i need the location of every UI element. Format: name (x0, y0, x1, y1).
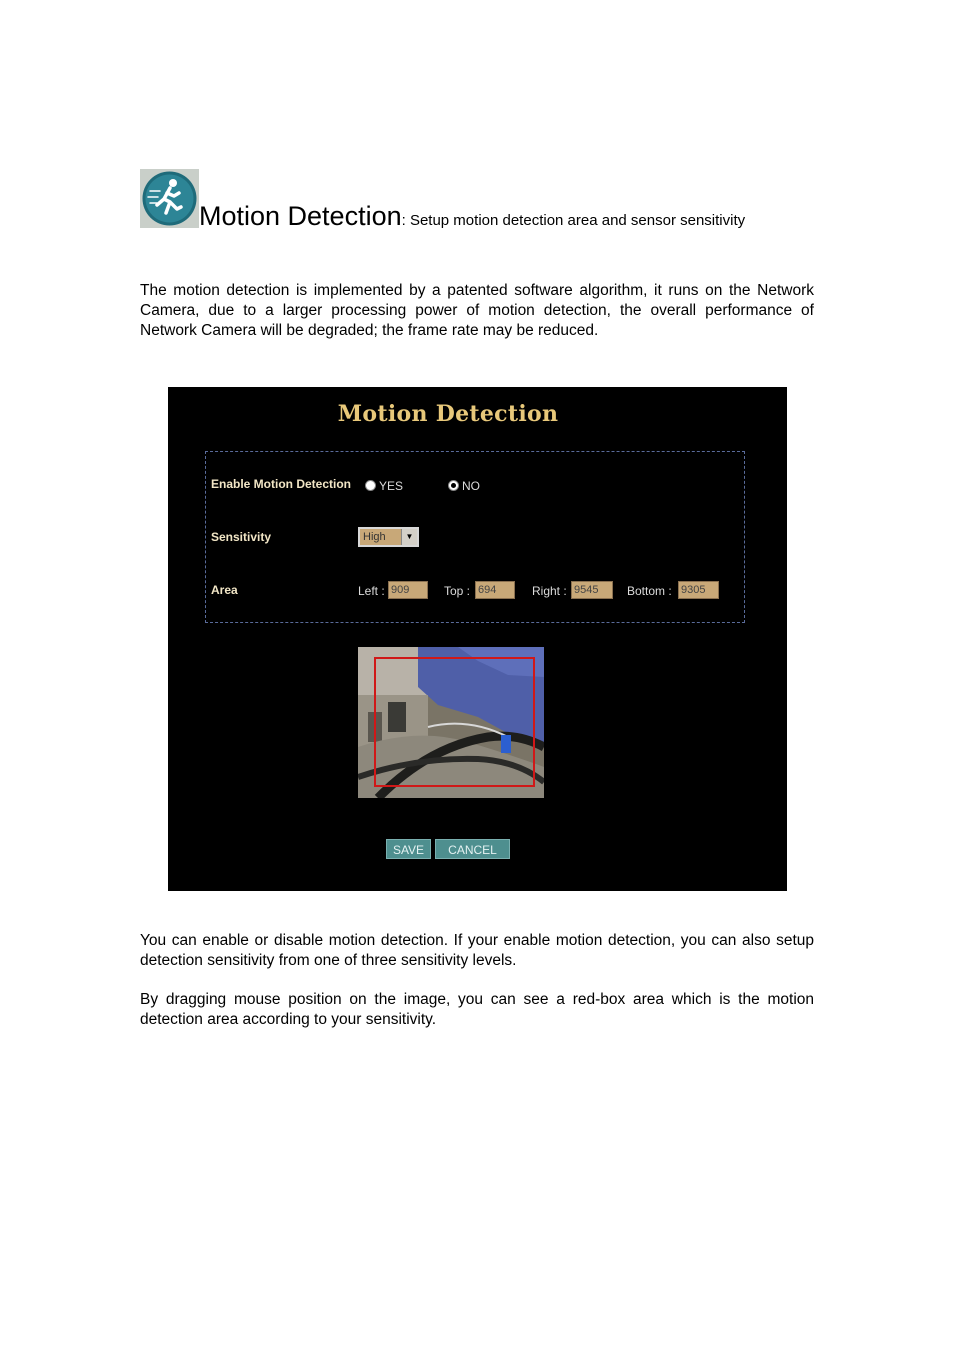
no-radio[interactable] (448, 480, 459, 491)
top-label: Top : (444, 584, 471, 598)
section-heading (140, 169, 840, 231)
left-label: Left : (358, 584, 385, 598)
enable-motion-label: Enable Motion Detection (211, 477, 352, 491)
yes-label: YES (379, 479, 404, 493)
sensitivity-label: Sensitivity (211, 530, 272, 544)
right-input[interactable]: 9545 (571, 581, 613, 599)
heading-title-text: Motion Detection (199, 201, 402, 231)
yes-radio[interactable] (365, 480, 376, 491)
sensitivity-select[interactable] (358, 527, 419, 547)
no-label: NO (462, 479, 480, 493)
motion-detection-screenshot (168, 387, 787, 891)
camera-preview[interactable] (358, 647, 544, 798)
bottom-input[interactable]: 9305 (678, 581, 719, 599)
panel-title: Motion Detection (337, 401, 559, 427)
save-button[interactable]: SAVE (386, 839, 431, 859)
right-label: Right : (532, 584, 567, 598)
area-label: Area (211, 583, 238, 597)
top-input[interactable]: 694 (475, 581, 515, 599)
sensitivity-value: High (363, 531, 386, 543)
chevron-down-icon[interactable]: ▼ (401, 529, 417, 545)
intro-paragraph: The motion detection is implemented by a patented software algorithm, it runs on the Network Camera, due to a larger processing power of motion detection, the overall performance of Network Camera will be degraded; the frame rate may be reduced. (140, 282, 814, 339)
cancel-button[interactable]: CANCEL (435, 839, 510, 859)
running-man-icon (140, 169, 199, 228)
heading-title (199, 200, 745, 237)
drag-paragraph: By dragging mouse position on the image, you can see a red-box area which is the motion detection area according to your sensitivity. (140, 991, 814, 1028)
enable-paragraph: You can enable or disable motion detection. If your enable motion detection, you can also setup detection sensitivity from one of three sensitivity levels. (140, 932, 814, 969)
heading-subtitle: : Setup motion detection area and sensor sensitivity (401, 212, 746, 229)
bottom-label: Bottom : (627, 584, 672, 598)
left-input[interactable]: 909 (388, 581, 428, 599)
